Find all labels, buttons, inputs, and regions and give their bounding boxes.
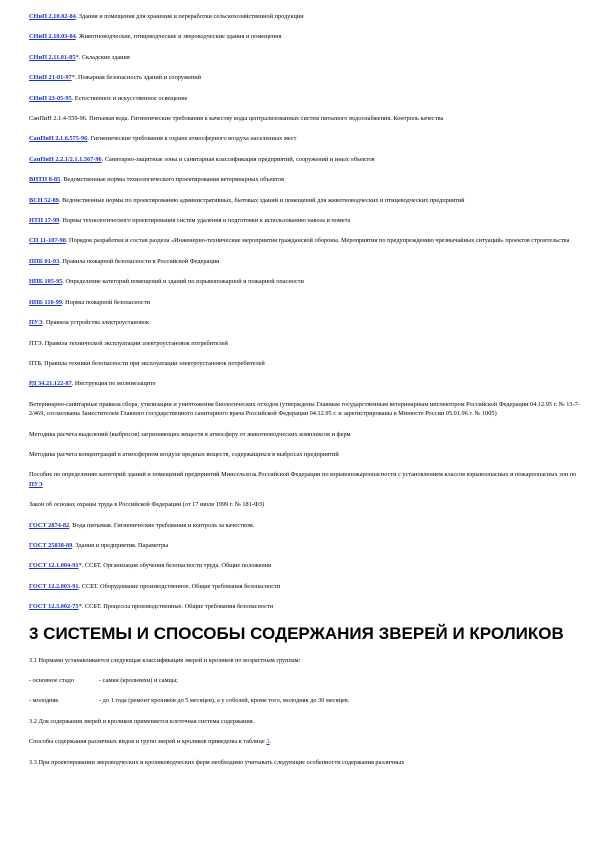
reference-item	[29, 216, 581, 225]
reference-item	[29, 561, 581, 570]
reference-item	[29, 12, 581, 21]
reference-link[interactable]: ГОСТ 12.2.003-91	[29, 582, 79, 590]
reference-list	[29, 12, 581, 612]
reference-text: . Ведомственные нормы технологического проектирования ветеринарных объектов	[60, 176, 285, 184]
reference-text: . Нормы технологического проектирования систем удаления и подготовки к использованию навоза и помета	[59, 217, 351, 225]
reference-item	[29, 94, 581, 103]
reference-text: ПТЭ. Правила технической эксплуатации электроустановок потребителей	[29, 339, 228, 347]
reference-item	[29, 359, 581, 368]
reference-text: . Нормы пожарной безопасности	[62, 298, 150, 306]
reference-link[interactable]: НТП 17-99	[29, 217, 60, 225]
age-group-desc: - до 1 года (ремонт кроликов до 5 месяцев), а у соболей, кроме того, молодняк до 30 месяцев.	[99, 697, 350, 705]
reference-link[interactable]: НПБ 110-99	[29, 298, 63, 306]
reference-link[interactable]: ВСН 52-89	[29, 196, 59, 204]
reference-item	[29, 500, 581, 509]
reference-link[interactable]: РД 34.21.122-87	[29, 380, 72, 388]
reference-item	[29, 318, 581, 327]
reference-link[interactable]: ПУЭ	[29, 319, 43, 327]
reference-text: . Определение категорий помещений и зданий по взрывопожарной и пожарной опасности	[62, 278, 304, 286]
reference-text: . Естественное и искусственное освещение	[71, 94, 188, 102]
reference-link[interactable]: СНиП 2.10.03-84	[29, 33, 76, 41]
age-group-row-main	[29, 676, 581, 685]
reference-item	[29, 470, 581, 489]
reference-item	[29, 602, 581, 611]
reference-text: . Инструкция по молниезащите	[71, 380, 156, 388]
reference-text: . Вода питьевая. Гигиенические требования и контроль за качеством.	[69, 521, 255, 529]
reference-item	[29, 521, 581, 530]
reference-link[interactable]: ГОСТ 25838-89	[29, 541, 73, 549]
reference-item	[29, 400, 581, 419]
reference-text: ПТБ. Правила техники безопасности при эксплуатации электроустановок потребителей	[29, 359, 265, 367]
reference-item	[29, 32, 581, 41]
reference-item	[29, 430, 581, 439]
reference-link[interactable]: ПУЭ	[29, 480, 43, 488]
reference-text: *. Пожарная безопасность зданий и сооружений	[71, 74, 202, 82]
reference-item	[29, 450, 581, 459]
reference-text: *. Складские здания	[75, 53, 130, 61]
reference-text: *. ССБТ. Процессы производственные. Общие требования безопасности	[78, 603, 274, 611]
reference-item	[29, 196, 581, 205]
reference-item	[29, 257, 581, 266]
reference-item	[29, 155, 581, 164]
reference-link[interactable]: ВНТП 8-85	[29, 176, 61, 184]
age-group-label: - основное стадо	[29, 677, 74, 684]
reference-item	[29, 582, 581, 591]
paragraph-table-ref	[29, 737, 581, 746]
paragraph-3-2: 3.2 Для содержания зверей и кроликов применяется клеточная система содержания.	[29, 717, 255, 725]
reference-link[interactable]: ППБ 01-93	[29, 257, 60, 265]
reference-text: . Гигиенические требования к охране атмосферного воздуха населенных мест	[87, 135, 297, 143]
reference-item	[29, 53, 581, 62]
reference-link[interactable]: СНиП 2.10.02-84	[29, 13, 76, 20]
reference-text: СанПиН 2.1.4-559-96. Питьевая вода. Гигиенические требования к качеству воды централизованных систем питьевого водоснабжения. Контроль качества	[29, 115, 444, 123]
reference-item	[29, 73, 581, 82]
age-group-desc: - самки (крольчихи) и самцы;	[99, 677, 178, 684]
age-group-label: - молодняк	[29, 697, 59, 705]
reference-item	[29, 541, 581, 550]
reference-item	[29, 339, 581, 348]
reference-text: . Санитарно-защитные зоны и санитарная классификация предприятий, сооружений и иных объектов	[101, 155, 375, 163]
reference-link[interactable]: СанПиН 2.2.1/2.1.1.567-96	[29, 155, 102, 163]
table-3-link[interactable]: 3	[266, 738, 270, 746]
section-heading: 3 СИСТЕМЫ И СПОСОБЫ СОДЕРЖАНИЯ ЗВЕРЕЙ И КРОЛИКОВ	[29, 623, 564, 643]
reference-item	[29, 277, 581, 286]
reference-link[interactable]: ГОСТ 12.1.004-91	[29, 562, 79, 570]
reference-text: . Здания и предприятия. Параметры	[72, 541, 169, 549]
age-group-row-young	[29, 696, 581, 705]
reference-link[interactable]: ГОСТ 12.3.002-75	[29, 603, 79, 611]
reference-link[interactable]: СП 11-107-98	[29, 237, 66, 245]
reference-text: . Правила устройства электроустановок	[42, 319, 150, 327]
reference-item	[29, 379, 581, 388]
reference-text: Закон об основах охраны труда в Российской Федерации (от 17 июля 1999 г. № 181-ФЗ)	[29, 501, 265, 509]
reference-item	[29, 134, 581, 143]
reference-text: Методика расчета выделений (выбросов) загрязняющих веществ в атмосферу от животноводческих комплексов и ферм	[29, 430, 351, 438]
reference-item	[29, 114, 581, 123]
reference-link[interactable]: НПБ 105-95	[29, 278, 63, 286]
reference-item	[29, 236, 581, 245]
reference-text: . ССБТ. Оборудование производственное. Общие требования безопасности	[78, 582, 281, 590]
reference-link[interactable]: СНиП 21-01-97	[29, 74, 72, 82]
reference-text: Ветеринарно-санитарные правила сбора, утилизации и уничтожения биологических отходов (утверждены Главным государственным ветеринарным инспектором Российской Федерации 04.12.95 г. № 13-7-2/469, согласованы Заместителем Главного государственного санитарного врача Российской Федерации 04.12.95 г. и зарегистрированы в Минюсте России 05.01.96 г. № 1005)	[29, 400, 580, 418]
reference-text: . Здания и помещения для хранения и переработки сельскохозяйственной продукции	[75, 13, 304, 20]
paragraph-3-1: 3.1 Нормами устанавливается следующая классификация зверей и кроликов по возрастным группам:	[29, 656, 301, 664]
reference-text: . Правила пожарной безопасности в Российской Федерации	[59, 257, 220, 265]
reference-text: . Ведомственные нормы по проектированию административных, бытовых зданий и помещений для животноводческих и птицеводческих предприятий	[58, 196, 465, 204]
reference-link[interactable]: СНиП 2.11.01-85	[29, 53, 76, 61]
reference-link[interactable]: ГОСТ 2874-82	[29, 521, 70, 529]
reference-link[interactable]: СНиП 23-05-95	[29, 94, 72, 102]
paragraph-end: .	[269, 738, 272, 746]
reference-text: Пособие по определению категорий зданий и помещений предприятий Минсельхоза Российской Федерации по взрывопожароопасности с установлением классов взрывоопасных и пожароопасных зон по	[29, 471, 577, 479]
reference-text: Методика расчета концентраций в атмосферном воздухе вредных веществ, содержащихся в выбросах предприятий	[29, 450, 339, 458]
reference-item	[29, 175, 581, 184]
paragraph-3-3: 3.3 При проектировании звероводческих и кролиководческих ферм необходимо учитывать следующие особенности содержания различных	[29, 758, 405, 766]
reference-item	[29, 298, 581, 307]
paragraph-text: Способы содержания различных видов и групп зверей и кроликов приведены в таблице	[29, 738, 267, 746]
reference-link[interactable]: СанПиН 2.1.6.575-96	[29, 135, 88, 143]
reference-text: *. ССБТ. Организация обучения безопасности труда. Общие положения	[78, 562, 272, 570]
reference-text: . Порядок разработки и состав раздела «Инженерно-технические мероприятия гражданской обороны. Мероприятия по предупреждению чрезвычайных ситуаций» проектов строительства	[65, 237, 570, 245]
reference-text: . Животноводческие, птицеводческие и звероводческие здания и помещения	[75, 33, 282, 41]
